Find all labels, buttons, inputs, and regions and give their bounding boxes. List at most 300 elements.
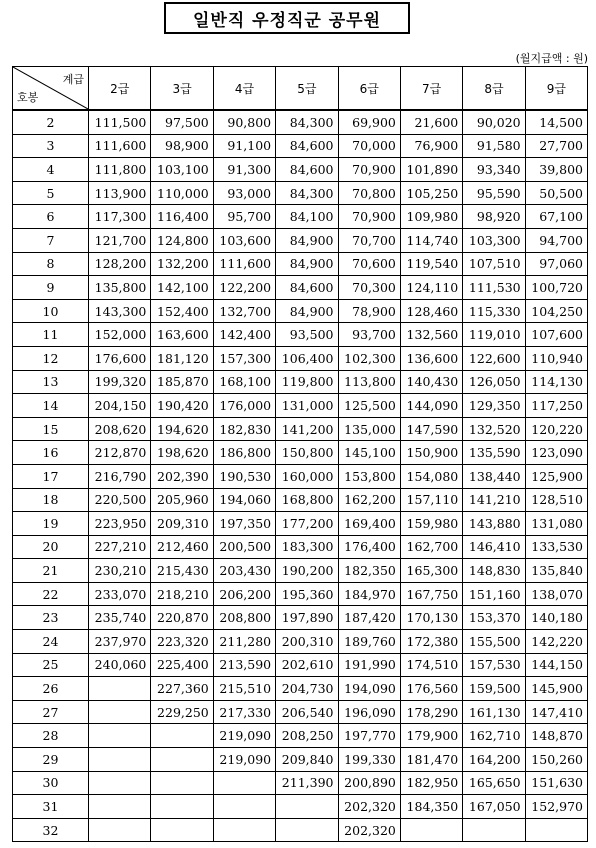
salary-cell: 199,320 — [89, 370, 151, 394]
step-cell: 15 — [13, 417, 89, 441]
table-row — [13, 771, 588, 795]
salary-cell: 182,830 — [213, 417, 275, 441]
salary-cell — [213, 818, 275, 842]
table-row — [13, 677, 588, 701]
salary-cell: 169,400 — [338, 512, 400, 536]
salary-cell: 113,900 — [89, 181, 151, 205]
salary-cell: 97,060 — [525, 252, 587, 276]
salary-cell: 211,280 — [213, 630, 275, 654]
salary-cell: 161,130 — [463, 700, 525, 724]
salary-cell: 147,410 — [525, 700, 587, 724]
salary-cell — [89, 677, 151, 701]
salary-cell: 176,560 — [400, 677, 462, 701]
salary-cell: 135,800 — [89, 276, 151, 300]
salary-cell: 119,010 — [463, 323, 525, 347]
step-cell: 6 — [13, 205, 89, 229]
salary-cell: 209,310 — [151, 512, 213, 536]
salary-cell: 198,620 — [151, 441, 213, 465]
salary-cell: 141,200 — [276, 417, 338, 441]
salary-cell: 197,890 — [276, 606, 338, 630]
salary-cell: 190,200 — [276, 559, 338, 583]
salary-cell: 132,200 — [151, 252, 213, 276]
salary-cell: 105,250 — [400, 181, 462, 205]
salary-cell: 107,600 — [525, 323, 587, 347]
salary-cell: 27,700 — [525, 134, 587, 158]
step-cell: 7 — [13, 228, 89, 252]
step-cell: 28 — [13, 724, 89, 748]
salary-cell: 237,970 — [89, 630, 151, 654]
salary-cell: 125,500 — [338, 394, 400, 418]
salary-cell: 110,940 — [525, 346, 587, 370]
salary-cell: 78,900 — [338, 299, 400, 323]
page-title: 일반직 우정직군 공무원 — [164, 2, 410, 34]
table-row — [13, 724, 588, 748]
salary-cell: 162,710 — [463, 724, 525, 748]
salary-cell — [213, 795, 275, 819]
table-row — [13, 464, 588, 488]
salary-cell: 190,420 — [151, 394, 213, 418]
salary-cell: 230,210 — [89, 559, 151, 583]
salary-cell: 84,300 — [276, 181, 338, 205]
salary-cell: 172,380 — [400, 630, 462, 654]
salary-cell: 157,530 — [463, 653, 525, 677]
grade-header: 5급 — [276, 67, 338, 111]
salary-cell: 212,870 — [89, 441, 151, 465]
salary-cell: 132,520 — [463, 417, 525, 441]
corner-label-grade: 계급 — [62, 73, 84, 86]
salary-cell: 70,800 — [338, 181, 400, 205]
salary-cell: 165,300 — [400, 559, 462, 583]
salary-cell: 100,720 — [525, 276, 587, 300]
salary-cell: 135,840 — [525, 559, 587, 583]
salary-cell: 151,630 — [525, 771, 587, 795]
salary-cell — [276, 818, 338, 842]
salary-cell — [89, 724, 151, 748]
table-row — [13, 370, 588, 394]
salary-cell: 116,400 — [151, 205, 213, 229]
salary-cell: 138,440 — [463, 464, 525, 488]
salary-cell — [89, 748, 151, 772]
salary-cell: 84,600 — [276, 158, 338, 182]
step-cell: 30 — [13, 771, 89, 795]
salary-cell: 206,200 — [213, 582, 275, 606]
salary-cell: 111,530 — [463, 276, 525, 300]
salary-cell: 111,600 — [213, 252, 275, 276]
salary-cell: 145,100 — [338, 441, 400, 465]
step-cell: 25 — [13, 653, 89, 677]
salary-cell: 93,340 — [463, 158, 525, 182]
salary-cell: 147,590 — [400, 417, 462, 441]
salary-cell: 70,000 — [338, 134, 400, 158]
salary-cell: 168,800 — [276, 488, 338, 512]
salary-cell: 167,050 — [463, 795, 525, 819]
table-row — [13, 748, 588, 772]
step-cell: 10 — [13, 299, 89, 323]
step-cell: 22 — [13, 582, 89, 606]
table-row — [13, 441, 588, 465]
salary-cell: 120,220 — [525, 417, 587, 441]
salary-cell: 143,880 — [463, 512, 525, 536]
salary-cell: 84,600 — [276, 276, 338, 300]
salary-cell: 186,800 — [213, 441, 275, 465]
salary-cell: 184,350 — [400, 795, 462, 819]
salary-cell: 159,980 — [400, 512, 462, 536]
salary-cell: 219,090 — [213, 748, 275, 772]
salary-cell: 208,620 — [89, 417, 151, 441]
salary-cell: 113,800 — [338, 370, 400, 394]
salary-cell: 104,250 — [525, 299, 587, 323]
salary-table — [12, 66, 588, 842]
salary-cell: 119,540 — [400, 252, 462, 276]
salary-cell: 93,700 — [338, 323, 400, 347]
salary-cell: 132,560 — [400, 323, 462, 347]
salary-cell: 220,870 — [151, 606, 213, 630]
salary-cell: 128,200 — [89, 252, 151, 276]
salary-cell: 223,320 — [151, 630, 213, 654]
corner-label-step: 호봉 — [17, 91, 39, 104]
salary-cell: 148,830 — [463, 559, 525, 583]
salary-cell: 152,970 — [525, 795, 587, 819]
step-cell: 17 — [13, 464, 89, 488]
salary-cell: 94,700 — [525, 228, 587, 252]
salary-cell: 93,000 — [213, 181, 275, 205]
salary-cell: 216,790 — [89, 464, 151, 488]
salary-cell: 229,250 — [151, 700, 213, 724]
salary-cell: 70,700 — [338, 228, 400, 252]
salary-cell: 119,800 — [276, 370, 338, 394]
table-corner-header — [13, 67, 89, 111]
salary-cell: 107,510 — [463, 252, 525, 276]
salary-cell: 235,740 — [89, 606, 151, 630]
salary-cell — [400, 818, 462, 842]
salary-cell: 102,300 — [338, 346, 400, 370]
salary-cell: 138,070 — [525, 582, 587, 606]
step-cell: 4 — [13, 158, 89, 182]
salary-cell: 115,330 — [463, 299, 525, 323]
salary-cell: 200,310 — [276, 630, 338, 654]
salary-cell: 111,600 — [89, 134, 151, 158]
salary-cell: 84,900 — [276, 299, 338, 323]
salary-cell: 159,500 — [463, 677, 525, 701]
salary-cell — [151, 795, 213, 819]
salary-cell: 122,200 — [213, 276, 275, 300]
salary-cell — [89, 700, 151, 724]
salary-cell: 190,530 — [213, 464, 275, 488]
salary-cell — [89, 795, 151, 819]
step-cell: 3 — [13, 134, 89, 158]
salary-cell: 194,060 — [213, 488, 275, 512]
grade-header: 4급 — [213, 67, 275, 111]
step-cell: 16 — [13, 441, 89, 465]
salary-cell: 144,150 — [525, 653, 587, 677]
salary-cell: 131,000 — [276, 394, 338, 418]
salary-cell: 124,800 — [151, 228, 213, 252]
salary-cell: 227,210 — [89, 535, 151, 559]
salary-cell: 181,470 — [400, 748, 462, 772]
step-cell: 20 — [13, 535, 89, 559]
salary-cell — [89, 818, 151, 842]
salary-cell: 200,890 — [338, 771, 400, 795]
salary-cell: 182,350 — [338, 559, 400, 583]
salary-cell: 165,650 — [463, 771, 525, 795]
salary-cell: 70,300 — [338, 276, 400, 300]
step-cell: 24 — [13, 630, 89, 654]
salary-cell: 182,950 — [400, 771, 462, 795]
salary-cell: 129,350 — [463, 394, 525, 418]
table-row — [13, 488, 588, 512]
step-cell: 27 — [13, 700, 89, 724]
salary-cell: 152,400 — [151, 299, 213, 323]
table-row — [13, 205, 588, 229]
salary-cell: 84,100 — [276, 205, 338, 229]
salary-cell: 204,150 — [89, 394, 151, 418]
salary-cell — [151, 771, 213, 795]
salary-cell: 69,900 — [338, 110, 400, 134]
salary-cell: 124,110 — [400, 276, 462, 300]
salary-cell: 109,980 — [400, 205, 462, 229]
salary-cell: 184,970 — [338, 582, 400, 606]
salary-cell: 90,020 — [463, 110, 525, 134]
salary-cell: 136,600 — [400, 346, 462, 370]
salary-cell: 152,000 — [89, 323, 151, 347]
table-row — [13, 299, 588, 323]
table-row — [13, 417, 588, 441]
step-cell: 2 — [13, 110, 89, 134]
salary-cell: 205,960 — [151, 488, 213, 512]
salary-cell: 218,210 — [151, 582, 213, 606]
salary-cell: 167,750 — [400, 582, 462, 606]
salary-cell: 151,160 — [463, 582, 525, 606]
salary-cell: 153,800 — [338, 464, 400, 488]
table-row — [13, 818, 588, 842]
grade-header: 8급 — [463, 67, 525, 111]
salary-cell: 197,770 — [338, 724, 400, 748]
salary-cell: 150,900 — [400, 441, 462, 465]
salary-cell: 142,220 — [525, 630, 587, 654]
salary-cell: 164,200 — [463, 748, 525, 772]
salary-cell: 150,260 — [525, 748, 587, 772]
salary-cell: 111,500 — [89, 110, 151, 134]
salary-cell: 154,080 — [400, 464, 462, 488]
salary-cell: 76,900 — [400, 134, 462, 158]
unit-note: (월지급액 : 원) — [515, 52, 588, 65]
salary-cell: 217,330 — [213, 700, 275, 724]
step-cell: 32 — [13, 818, 89, 842]
salary-cell: 220,500 — [89, 488, 151, 512]
salary-cell: 144,090 — [400, 394, 462, 418]
salary-cell: 202,320 — [338, 795, 400, 819]
table-row — [13, 323, 588, 347]
salary-cell: 132,700 — [213, 299, 275, 323]
salary-cell: 195,360 — [276, 582, 338, 606]
salary-cell: 84,900 — [276, 228, 338, 252]
salary-cell — [525, 818, 587, 842]
salary-cell: 141,210 — [463, 488, 525, 512]
salary-cell: 128,460 — [400, 299, 462, 323]
salary-cell: 181,120 — [151, 346, 213, 370]
salary-cell: 162,200 — [338, 488, 400, 512]
salary-cell — [151, 748, 213, 772]
step-cell: 5 — [13, 181, 89, 205]
salary-cell: 145,900 — [525, 677, 587, 701]
salary-cell: 91,580 — [463, 134, 525, 158]
salary-cell: 194,620 — [151, 417, 213, 441]
salary-cell: 14,500 — [525, 110, 587, 134]
salary-cell: 125,900 — [525, 464, 587, 488]
salary-cell: 50,500 — [525, 181, 587, 205]
salary-cell: 240,060 — [89, 653, 151, 677]
salary-cell: 84,600 — [276, 134, 338, 158]
salary-cell: 196,090 — [338, 700, 400, 724]
salary-cell: 219,090 — [213, 724, 275, 748]
table-row — [13, 134, 588, 158]
salary-cell: 211,390 — [276, 771, 338, 795]
salary-cell: 223,950 — [89, 512, 151, 536]
salary-cell: 91,100 — [213, 134, 275, 158]
table-row — [13, 394, 588, 418]
salary-cell: 157,110 — [400, 488, 462, 512]
table-row — [13, 653, 588, 677]
table-row — [13, 181, 588, 205]
table-row — [13, 110, 588, 134]
salary-cell: 111,800 — [89, 158, 151, 182]
salary-cell: 114,740 — [400, 228, 462, 252]
salary-cell: 187,420 — [338, 606, 400, 630]
salary-cell: 162,700 — [400, 535, 462, 559]
grade-header: 2급 — [89, 67, 151, 111]
table-row — [13, 252, 588, 276]
table-body — [13, 110, 588, 842]
salary-cell — [151, 724, 213, 748]
step-cell: 18 — [13, 488, 89, 512]
table-row — [13, 630, 588, 654]
salary-cell: 200,500 — [213, 535, 275, 559]
salary-cell: 106,400 — [276, 346, 338, 370]
salary-cell: 121,700 — [89, 228, 151, 252]
salary-cell: 163,600 — [151, 323, 213, 347]
salary-cell: 135,590 — [463, 441, 525, 465]
salary-cell: 103,600 — [213, 228, 275, 252]
salary-cell: 170,130 — [400, 606, 462, 630]
step-cell: 12 — [13, 346, 89, 370]
salary-cell: 39,800 — [525, 158, 587, 182]
salary-cell: 177,200 — [276, 512, 338, 536]
salary-cell: 114,130 — [525, 370, 587, 394]
salary-cell: 202,610 — [276, 653, 338, 677]
salary-cell: 185,870 — [151, 370, 213, 394]
salary-cell: 126,050 — [463, 370, 525, 394]
salary-cell: 135,000 — [338, 417, 400, 441]
step-cell: 13 — [13, 370, 89, 394]
salary-cell: 95,590 — [463, 181, 525, 205]
salary-cell: 197,350 — [213, 512, 275, 536]
step-cell: 31 — [13, 795, 89, 819]
salary-cell: 131,080 — [525, 512, 587, 536]
table-row — [13, 512, 588, 536]
salary-cell: 183,300 — [276, 535, 338, 559]
salary-cell — [276, 795, 338, 819]
salary-cell: 208,800 — [213, 606, 275, 630]
salary-cell: 122,600 — [463, 346, 525, 370]
grade-header: 6급 — [338, 67, 400, 111]
table-row — [13, 158, 588, 182]
salary-cell: 146,410 — [463, 535, 525, 559]
step-cell: 9 — [13, 276, 89, 300]
salary-cell: 103,300 — [463, 228, 525, 252]
salary-cell: 70,900 — [338, 205, 400, 229]
table-row — [13, 700, 588, 724]
salary-cell: 179,900 — [400, 724, 462, 748]
salary-cell: 123,090 — [525, 441, 587, 465]
salary-cell: 225,400 — [151, 653, 213, 677]
salary-cell: 110,000 — [151, 181, 213, 205]
salary-cell: 160,000 — [276, 464, 338, 488]
salary-cell: 143,300 — [89, 299, 151, 323]
step-cell: 26 — [13, 677, 89, 701]
salary-cell: 148,870 — [525, 724, 587, 748]
salary-cell: 67,100 — [525, 205, 587, 229]
step-cell: 11 — [13, 323, 89, 347]
salary-cell: 215,430 — [151, 559, 213, 583]
salary-cell: 213,590 — [213, 653, 275, 677]
table-row — [13, 559, 588, 583]
table-row — [13, 535, 588, 559]
salary-cell: 191,990 — [338, 653, 400, 677]
salary-cell: 155,500 — [463, 630, 525, 654]
salary-cell: 206,540 — [276, 700, 338, 724]
salary-cell: 176,400 — [338, 535, 400, 559]
grade-header: 9급 — [525, 67, 587, 111]
salary-cell: 233,070 — [89, 582, 151, 606]
salary-cell: 209,840 — [276, 748, 338, 772]
salary-cell: 128,510 — [525, 488, 587, 512]
salary-cell: 103,100 — [151, 158, 213, 182]
salary-cell — [213, 771, 275, 795]
salary-cell: 174,510 — [400, 653, 462, 677]
table-row — [13, 795, 588, 819]
table-row — [13, 228, 588, 252]
grade-header: 3급 — [151, 67, 213, 111]
salary-cell: 140,430 — [400, 370, 462, 394]
salary-cell: 142,400 — [213, 323, 275, 347]
salary-cell: 70,900 — [338, 158, 400, 182]
salary-cell: 21,600 — [400, 110, 462, 134]
salary-cell: 189,760 — [338, 630, 400, 654]
salary-cell: 176,600 — [89, 346, 151, 370]
salary-cell: 153,370 — [463, 606, 525, 630]
salary-cell: 95,700 — [213, 205, 275, 229]
salary-cell: 194,090 — [338, 677, 400, 701]
salary-cell: 203,430 — [213, 559, 275, 583]
salary-cell: 84,300 — [276, 110, 338, 134]
table-row — [13, 276, 588, 300]
table-row — [13, 346, 588, 370]
grade-header: 7급 — [400, 67, 462, 111]
header-row — [13, 67, 588, 111]
salary-cell: 98,900 — [151, 134, 213, 158]
salary-cell: 199,330 — [338, 748, 400, 772]
step-cell: 8 — [13, 252, 89, 276]
salary-cell: 202,320 — [338, 818, 400, 842]
salary-cell: 215,510 — [213, 677, 275, 701]
salary-cell: 140,180 — [525, 606, 587, 630]
salary-cell: 97,500 — [151, 110, 213, 134]
salary-cell: 176,000 — [213, 394, 275, 418]
salary-cell: 90,800 — [213, 110, 275, 134]
salary-cell — [151, 818, 213, 842]
salary-cell: 157,300 — [213, 346, 275, 370]
salary-cell: 212,460 — [151, 535, 213, 559]
